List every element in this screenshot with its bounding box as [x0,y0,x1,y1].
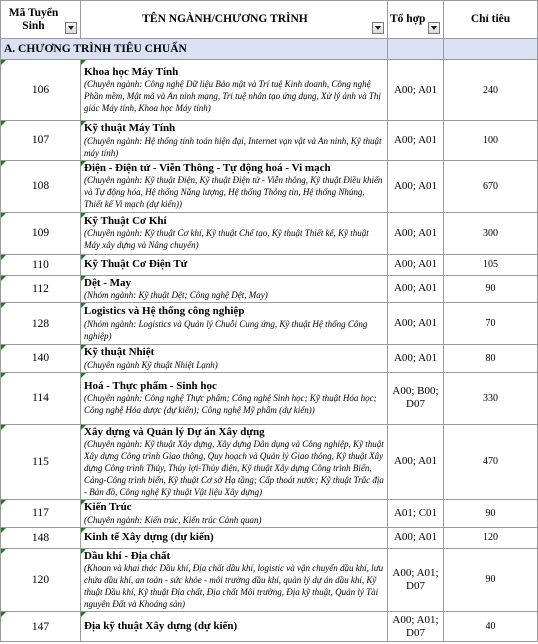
subject-blocks-cell[interactable]: A00; A01 [388,424,444,500]
program-cell[interactable] [81,345,388,373]
program-cell[interactable] [81,527,388,548]
quota-cell[interactable]: 300 [444,212,538,254]
table-row [1,275,538,303]
quota-cell[interactable]: 330 [444,372,538,424]
program-cell[interactable] [81,303,388,345]
admission-code-cell[interactable]: 110 [1,254,81,275]
subject-blocks-cell[interactable]: A00; A01 [388,275,444,303]
table-row [1,548,538,612]
program-cell[interactable] [81,548,388,612]
table-row [1,160,538,212]
program-description: (Chuyên ngành: Công nghệ Thực phẩm; Công nghệ Sinh học; Kỹ thuật Hóa học; Công nghệ Hóa dược (dự kiến); Công nghệ Mỹ phẩm (dự kiến)) [84,393,377,416]
program-cell[interactable] [81,160,388,212]
header-program [81,1,388,39]
quota-cell[interactable]: 105 [444,254,538,275]
subject-blocks-cell[interactable]: A00; A01; D07 [388,548,444,612]
filter-dropdown-icon[interactable] [428,22,440,34]
program-name: Kỹ Thuật Cơ Khí [84,214,167,227]
program-name: Điện - Điện tử - Viễn Thông - Tự động hoá - Vi mạch [84,161,331,174]
subject-blocks-cell[interactable]: A00; B00; D07 [388,372,444,424]
program-cell[interactable] [81,275,388,303]
program-cell[interactable] [81,254,388,275]
program-cell[interactable] [81,60,388,121]
program-description: (Chuyên ngành: Kỹ thuật Cơ khí, Kỹ thuật Chế tạo, Kỹ thuật Thiết kế, Kỹ thuật Máy xây dựng và Nâng chuyển) [84,228,369,251]
subject-blocks-cell[interactable]: A01; C01 [388,500,444,528]
subject-blocks-cell[interactable]: A00; A01; D07 [388,612,444,642]
header-code-label: Mã Tuyển Sinh [8,6,59,32]
admission-code-cell[interactable]: 120 [1,548,81,612]
program-description: (Khoan và khai thác Dầu khí, Địa chất dầu khí, logistic và vận chuyển dầu khí, lưu chứa dầu khí, an toàn - sức khỏe - môi trường dầu khí, quản lý dự án dầu khí, Kỹ thuật Dầu khí, Kỹ thuật Địa chất, Địa chất Môi trường, Địa kỹ thuật, Quản lý Tài nguyên Đất và Khoáng sản) [84,563,384,609]
program-cell[interactable] [81,121,388,161]
program-name: Địa kỹ thuật Xây dựng (dự kiến) [84,620,238,633]
program-cell[interactable] [81,500,388,528]
program-name: Dầu khí - Địa chất [84,549,171,562]
table-row [1,527,538,548]
subject-blocks-cell[interactable]: A00; A01 [388,254,444,275]
admission-code-cell[interactable]: 106 [1,60,81,121]
admission-code-cell[interactable]: 128 [1,303,81,345]
program-description: (Chuyên ngành: Kỹ thuật Xây dựng, Xây dựng Dân dụng và Công nghiệp, Kỹ thuật Xây dựng Công trình Giao thông, Quy hoạch và Quản lý Giao thông, Kỹ thuật Xây dựng Công trình Thủy, Thủy lợi-Thủy điện, Kỹ thuật Xây dựng Công trình Biển, Cảng-Công trình biển, Kỹ thuật Cơ sở Hạ tầng; Cấp thoát nước; Kỹ thuật Trắc địa - Bản đồ, Công nghệ Kỹ thuật Vật liệu Xây dựng) [84,439,384,497]
admission-code-cell[interactable]: 140 [1,345,81,373]
admission-code-cell[interactable]: 148 [1,527,81,548]
program-name: Logistics và Hệ thống công nghiệp [84,305,245,318]
program-name: Kiến Trúc [84,501,132,513]
section-row [1,39,538,60]
section-title: A. CHƯƠNG TRÌNH TIÊU CHUẨN [1,39,388,60]
program-description: (Chuyên ngành: Công nghệ Dữ liệu Bảo mật và Trí tuệ Kinh doanh, Công nghệ Phần mềm, Mật mã và An ninh mạng, Trí tuệ nhân tạo ứng dụng, Xử lý ảnh và Thị giác Máy tính, Khoa học Máy tính) [84,79,381,114]
table-row [1,500,538,528]
program-cell[interactable] [81,612,388,642]
admission-code-cell[interactable]: 115 [1,424,81,500]
header-blocks [388,1,444,39]
quota-cell[interactable]: 80 [444,345,538,373]
header-row [1,1,538,39]
program-name: Kỹ thuật Máy Tính [84,122,176,134]
admission-code-cell[interactable]: 109 [1,212,81,254]
program-description: (Chuyên ngành: Hệ thống tính toán hiện đại, Internet vạn vật và An ninh, Kỹ thuật máy tính) [84,135,382,158]
program-description: (Chuyên ngành: Kỹ thuật Điện, Kỹ thuật Điện tử - Viễn thông, Kỹ thuật Điều khiển và Tự động hóa, Hệ thống Năng lượng, Hệ thống Thông tin, Hệ thống Nhúng, Thiết kế Vi mạch (dự kiến)) [84,175,383,210]
program-name: Hoá - Thực phẩm - Sinh học [84,379,217,392]
header-code [1,1,81,39]
table-row [1,372,538,424]
program-description: (Nhóm ngành: Kỹ thuật Dệt; Công nghệ Dệt, May) [84,290,268,300]
subject-blocks-cell[interactable]: A00; A01 [388,303,444,345]
filter-dropdown-icon[interactable] [372,22,384,34]
program-name: Kỹ Thuật Cơ Điện Tử [84,258,188,271]
table-row [1,303,538,345]
admission-code-cell[interactable]: 114 [1,372,81,424]
program-name: Kinh tế Xây dựng (dự kiến) [84,531,214,544]
quota-cell[interactable]: 100 [444,121,538,161]
quota-cell[interactable]: 90 [444,275,538,303]
admission-code-cell[interactable]: 117 [1,500,81,528]
quota-cell[interactable]: 70 [444,303,538,345]
program-cell[interactable] [81,212,388,254]
filter-dropdown-icon[interactable] [65,22,77,34]
quota-cell[interactable]: 670 [444,160,538,212]
program-name: Kỹ thuật Nhiệt [84,346,155,358]
quota-cell[interactable]: 40 [444,612,538,642]
table-row [1,121,538,161]
admission-code-cell[interactable]: 147 [1,612,81,642]
program-description: (Nhóm ngành: Logistics và Quản lý Chuỗi Cung ứng, Kỹ thuật Hệ thống Công nghiệp) [84,318,368,341]
table-row [1,60,538,121]
program-name: Xây dựng và Quản lý Dự án Xây dựng [84,425,265,438]
subject-blocks-cell[interactable]: A00; A01 [388,160,444,212]
table-row [1,254,538,275]
table-row [1,345,538,373]
admission-code-cell[interactable]: 107 [1,121,81,161]
admission-code-cell[interactable]: 108 [1,160,81,212]
subject-blocks-cell[interactable]: A00; A01 [388,527,444,548]
quota-cell[interactable]: 90 [444,548,538,612]
header-quota [444,1,538,39]
program-name: Khoa học Máy Tính [84,65,179,78]
quota-cell[interactable]: 240 [444,60,538,121]
program-description: (Chuyên ngành Kỹ thuật Nhiệt Lạnh) [84,359,218,370]
table-row [1,212,538,254]
section-cell [444,39,538,60]
quota-cell[interactable]: 470 [444,424,538,500]
program-cell[interactable] [81,424,388,500]
header-blocks-label: Tổ hợp [390,13,426,25]
quota-cell[interactable]: 90 [444,500,538,528]
subject-blocks-cell[interactable]: A00; A01 [388,345,444,373]
quota-cell[interactable]: 120 [444,527,538,548]
program-description: (Chuyên ngành: Kiến trúc, Kiến trúc Cảnh quan) [84,514,262,525]
subject-blocks-cell[interactable]: A00; A01 [388,121,444,161]
table-row [1,424,538,500]
header-program-label: TÊN NGÀNH/CHƯƠNG TRÌNH [142,13,308,25]
header-quota-label: Chỉ tiêu [470,13,511,25]
subject-blocks-cell[interactable]: A00; A01 [388,212,444,254]
subject-blocks-cell[interactable]: A00; A01 [388,60,444,121]
admission-code-cell[interactable]: 112 [1,275,81,303]
program-name: Dệt - May [84,276,132,289]
program-cell[interactable] [81,372,388,424]
section-cell [388,39,444,60]
table-row [1,612,538,642]
